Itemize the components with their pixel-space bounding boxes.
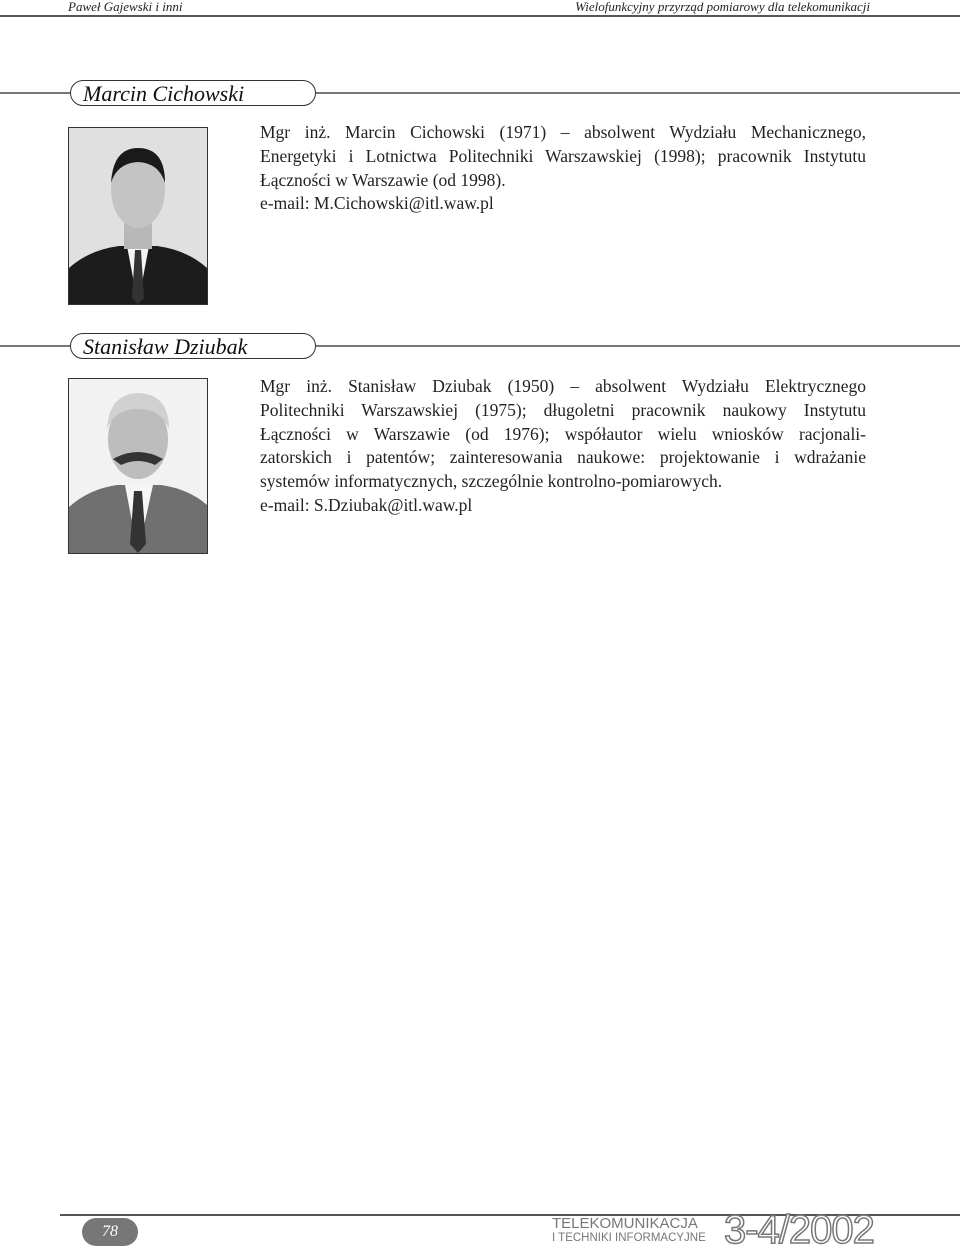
running-header-title: Wielofunkcyjny przyrząd pomiarowy dla telekomunikacji	[575, 0, 870, 14]
bio-line: Mgr inż. Stanisław Dziubak (1950) – absolwent Wydziału Elektrycznego	[260, 376, 866, 396]
bio-line: Łączności w Warszawie (od 1976); współautor wielu wniosków racjonali-	[260, 423, 866, 444]
journal-name-line1: TELEKOMUNIKACJA	[552, 1215, 698, 1232]
person-silhouette-icon	[69, 128, 207, 304]
bio-line: zatorskich i patentów; zainteresowania naukowe: projektowanie i wdrażanie	[260, 447, 866, 468]
section-heading: Stanisław Dziubak	[70, 333, 316, 359]
biography-text	[260, 375, 866, 518]
running-header-author: Paweł Gajewski i inni	[68, 0, 183, 14]
journal-name	[552, 1217, 706, 1245]
biography-text	[260, 121, 866, 216]
portrait-photo	[68, 378, 208, 554]
issue-number: 3-4/2002	[724, 1208, 874, 1248]
section-heading: Marcin Cichowski	[70, 80, 316, 106]
person-silhouette-icon	[69, 379, 207, 553]
bio-line: systemów informatycznych, szczególnie kontrolno-pomiarowych.	[260, 471, 723, 492]
bio-line: Łączności w Warszawie (od 1998).	[260, 169, 506, 190]
journal-name-line2: I TECHNIKI INFORMACYJNE	[552, 1232, 706, 1244]
bio-line: Mgr inż. Marcin Cichowski (1971) – absolwent Wydziału Mechanicznego,	[260, 122, 866, 142]
portrait-photo	[68, 127, 208, 305]
email-text: e-mail: S.Dziubak@itl.waw.pl	[260, 494, 473, 515]
bio-line: Energetyki i Lotnictwa Politechniki Warszawskiej (1998); pracownik Instytutu	[260, 145, 866, 166]
header-rule	[0, 15, 960, 17]
page-number: 78	[82, 1218, 138, 1246]
email-text: e-mail: M.Cichowski@itl.waw.pl	[260, 193, 494, 214]
bio-line: Politechniki Warszawskiej (1975); długoletni pracownik naukowy Instytutu	[260, 399, 866, 420]
